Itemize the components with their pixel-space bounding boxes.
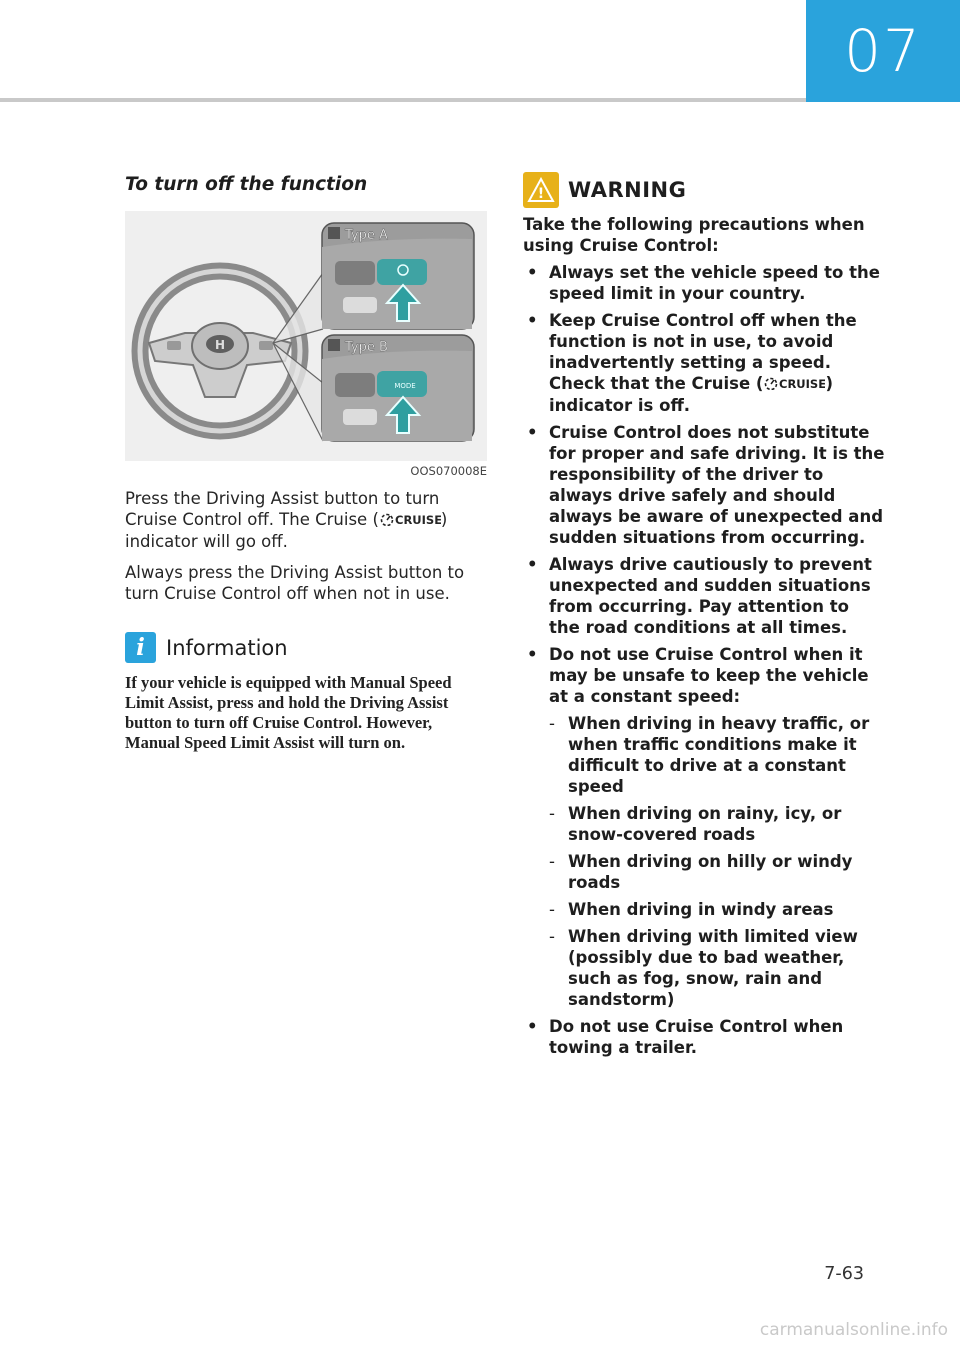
warning-subitem: - When driving with limited view (possibly due to bad weather, such as fog, snow, rain and sandstorm): [549, 927, 858, 1009]
warning-item: • Always set the vehicle speed to the speed limit in your country.: [527, 263, 880, 303]
warning-title: WARNING: [568, 178, 687, 202]
warning-header: [523, 172, 885, 208]
logo-letter: H: [214, 338, 226, 352]
warning-subitem: - When driving in heavy traffic, or when traffic conditions make it difficult to drive at a constant speed: [549, 714, 870, 796]
right-column: [523, 172, 885, 1058]
svg-text:!: !: [537, 186, 545, 202]
information-text: If your vehicle is equipped with Manual Speed Limit Assist, press and hold the Driving Assist button to turn off Cruise Control. However, Manual Speed Limit Assist will turn on.: [125, 673, 452, 752]
left-column: [125, 172, 487, 753]
information-title: Information: [166, 635, 288, 660]
figure-code: OOS070008E: [410, 464, 487, 478]
paragraph-turn-off: Press the Driving Assist button to turn Cruise Control off. The Cruise ( CRUISE ) indicator will go off.: [125, 489, 448, 551]
warning-subitem: - When driving on rainy, icy, or snow-covered roads: [549, 804, 842, 844]
steering-wheel-illustration: [125, 211, 487, 461]
warning-sublist: [549, 713, 885, 1010]
warning-item: • Do not use Cruise Control when towing a trailer.: [527, 1017, 844, 1057]
information-header: [125, 632, 487, 663]
steering-wheel-figure: [125, 211, 487, 461]
chapter-tab: [806, 0, 960, 102]
type-b-label: Type B: [345, 340, 388, 355]
page-number: 7-63: [824, 1264, 864, 1284]
type-a-label: Type A: [345, 228, 388, 243]
warning-item: • Keep Cruise Control off when the function is not in use, to avoid inadvertently setting a speed. Check that the Cruise ( CRUISE ) indicator is off.: [527, 311, 857, 415]
mode-label: MODE: [394, 382, 416, 390]
cruise-indicator-icon: [379, 510, 441, 531]
header-rule: [0, 98, 806, 102]
warning-item: • Always drive cautiously to prevent unexpected and sudden situations from occurring. Pay attention to the road conditions at all times.: [527, 555, 872, 637]
warning-list: [523, 262, 885, 1058]
warning-subitem: - When driving in windy areas: [549, 900, 834, 919]
paragraph-always-press: Always press the Driving Assist button to turn Cruise Control off when not in use.: [125, 563, 465, 603]
watermark: carmanualsonline.info: [759, 1320, 948, 1340]
warning-intro: Take the following precautions when using Cruise Control:: [523, 215, 865, 255]
svg-text:CRUISE: CRUISE: [779, 377, 826, 390]
type-b-inset: [322, 335, 474, 441]
type-a-inset: [322, 223, 474, 329]
warning-item: • Cruise Control does not substitute for proper and safe driving. It is the responsibility of the driver to always drive safely and should always be aware of unexpected and sudden situations from occurring.: [527, 423, 885, 547]
warning-item: • Do not use Cruise Control when it may be unsafe to keep the vehicle at a constant speed: - When driving in heavy traffic, or when traffic conditions make it difficult to drive at a constant speed - When driving on rainy, icy, or snow-covered roads - When driving on hilly or windy roads - When driving in windy areas - When driving with limited view (possibly due to bad weather, such as fog, snow, rain and sandstorm): [523, 644, 885, 1010]
warning-subitem: - When driving on hilly or windy roads: [549, 852, 853, 892]
warning-icon: [523, 172, 559, 208]
cruise-indicator-icon: [763, 374, 825, 395]
section-title: To turn off the function: [125, 174, 368, 195]
chapter-number: 07: [844, 17, 922, 85]
svg-text:CRUISE: CRUISE: [394, 513, 441, 526]
info-icon: i: [125, 632, 156, 663]
